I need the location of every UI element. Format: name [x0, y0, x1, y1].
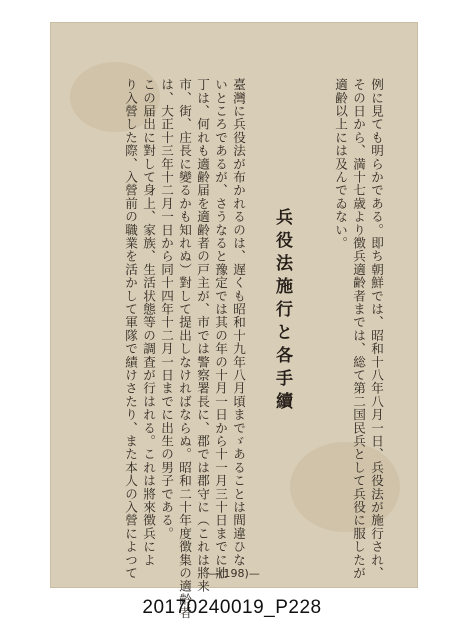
page-number: —(198)— — [208, 567, 260, 580]
text-column: り入營した際、入營前の職業を活かして軍隊で績けさたり、また本人の入營によつて — [123, 78, 138, 580]
text-column: 例に見ても明らかである。即ち朝鮮では、昭和十八年八月一日、兵役法が施行され、 — [369, 78, 384, 580]
text-column: この届出に對して身上、家族、生活状態等の調査が行はれる。これは將來徴兵によ — [141, 78, 156, 567]
text-column: その日から、満十七歳より徴兵適齢者までは、総て第二国民兵として兵役に服したが — [351, 78, 366, 580]
text-column: 適齢以上には及んでゐない。 — [333, 78, 348, 250]
text-column: 丁は、何れも適齢届を適齢者の戸主が、市では警察署長に、郡では郡守に（これは將来 — [195, 78, 210, 593]
text-column: 臺灣に兵役法が布かれるのは、遅くも昭和十九年八月頃までゞあることは間違ひな — [231, 78, 246, 567]
text-column: は、大正十三年十二月一日から同十四年十二月一日までに出生の男子である。 — [159, 78, 174, 540]
image-caption: 20170240019_P228 — [142, 597, 322, 618]
section-title: 兵役法施行と各手續 — [272, 208, 292, 415]
text-column: 市、街、庄長に變るかも知れぬ）對して提出しなければならぬ。昭和二十年度徴集の適齢者 — [177, 78, 192, 620]
text-column: いところであるが、さうなると豫定では其の年の十月一日から十一月三十日までに壯 — [213, 78, 228, 580]
